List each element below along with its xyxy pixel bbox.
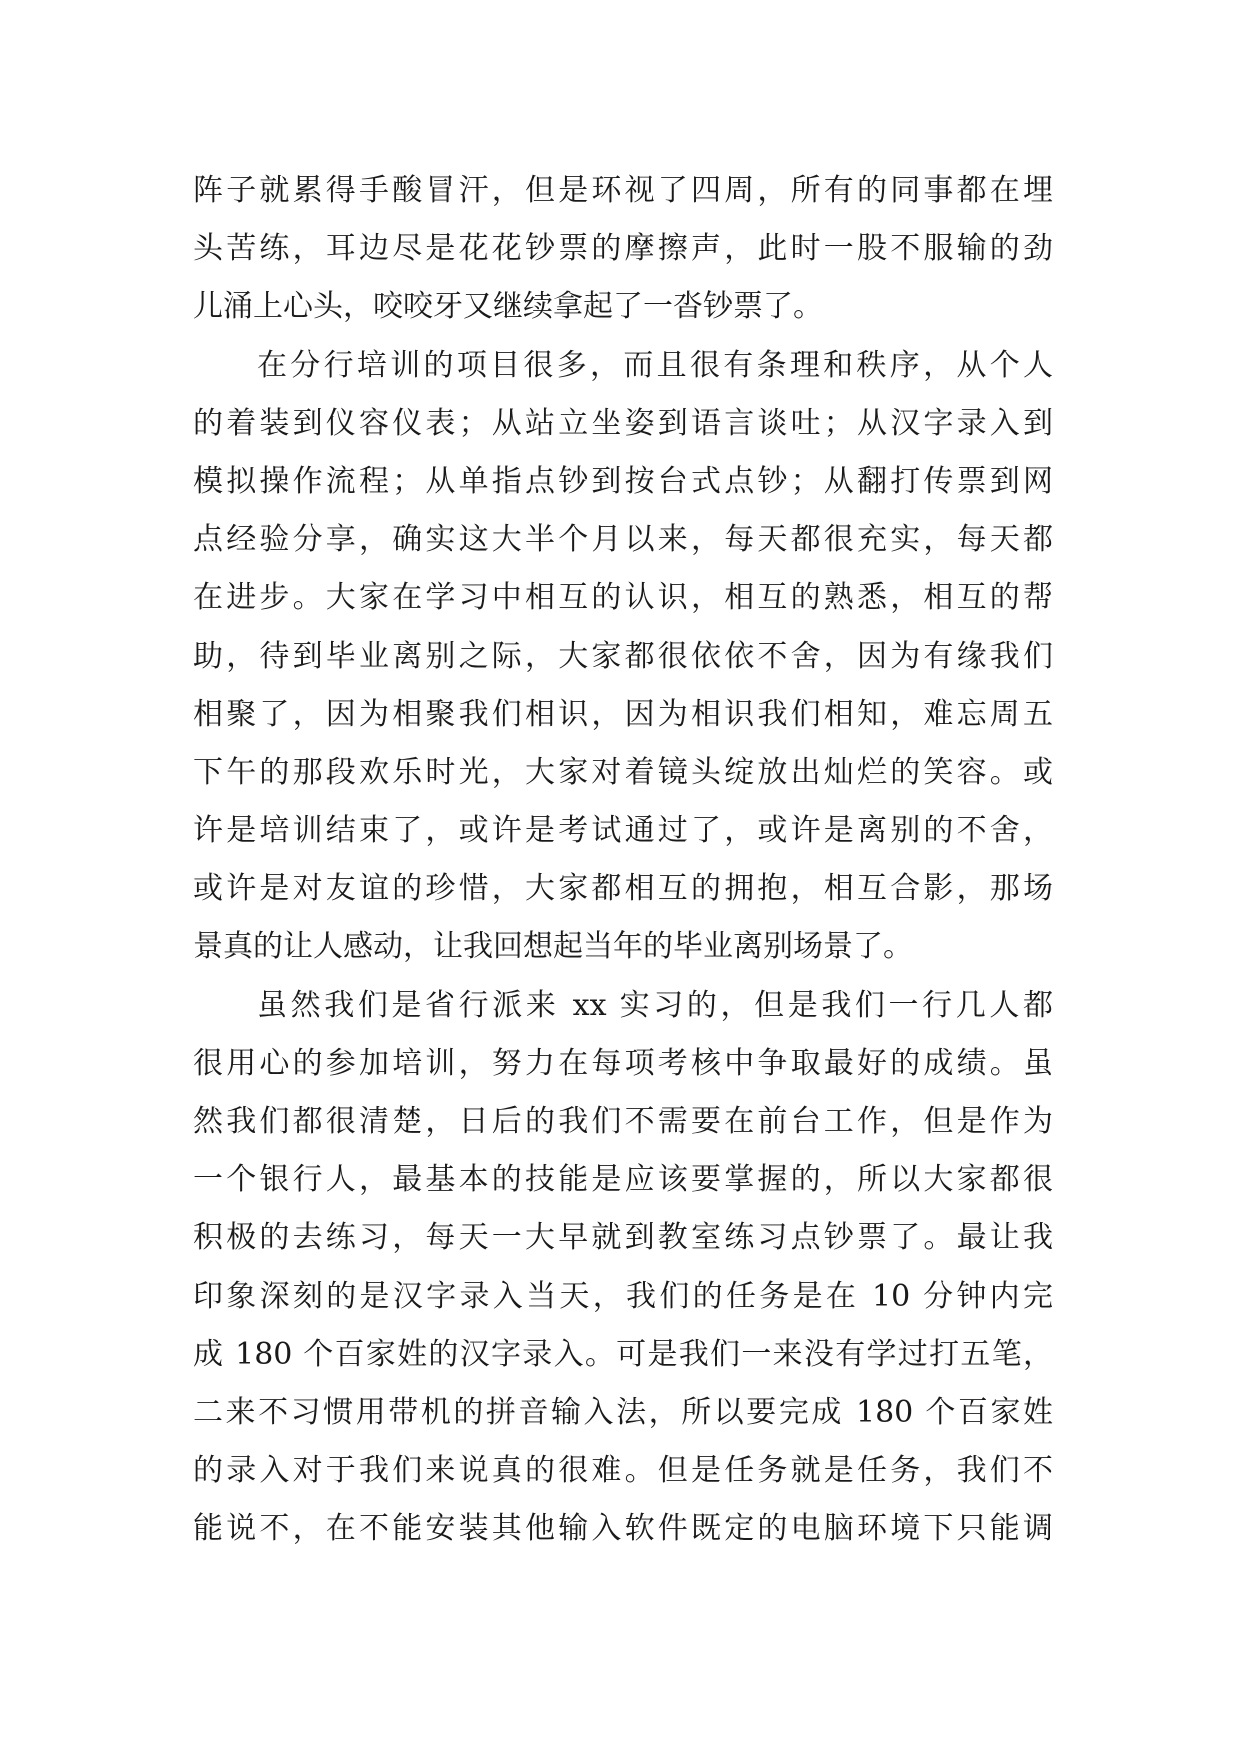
text-line: 很用心的参加培训，努力在每项考核中争取最好的成绩。虽	[193, 1045, 1053, 1081]
body-text	[193, 162, 1053, 1559]
text-line: 的着装到仪容仪表；从站立坐姿到语言谈吐；从汉字录入到	[193, 405, 1053, 441]
text-line: 虽然我们是省行派来 xx 实习的，但是我们一行几人都	[257, 987, 1053, 1023]
text-line: 或许是对友谊的珍惜，大家都相互的拥抱，相互合影，那场	[193, 871, 1053, 907]
text-line: 儿涌上心头，咬咬牙又继续拿起了一沓钞票了。	[193, 289, 823, 325]
text-line: 一个银行人，最基本的技能是应该要掌握的，所以大家都很	[193, 1162, 1053, 1198]
text-line: 头苦练，耳边尽是花花钞票的摩擦声，此时一股不服输的劲	[193, 231, 1053, 267]
text-line: 阵子就累得手酸冒汗，但是环视了四周，所有的同事都在埋	[193, 173, 1053, 208]
text-line: 印象深刻的是汉字录入当天，我们的任务是在 10 分钟内完	[193, 1278, 1053, 1314]
text-line: 在分行培训的项目很多，而且很有条理和秩序，从个人	[257, 347, 1053, 383]
text-line: 二来不习惯用带机的拼音输入法，所以要完成 180 个百家姓	[193, 1394, 1053, 1430]
text-line: 许是培训结束了，或许是考试通过了，或许是离别的不舍，	[193, 813, 1053, 849]
text-line: 积极的去练习，每天一大早就到教室练习点钞票了。最让我	[193, 1220, 1053, 1256]
text-line: 景真的让人感动，让我回想起当年的毕业离别场景了。	[193, 929, 913, 965]
text-line: 下午的那段欢乐时光，大家对着镜头绽放出灿烂的笑容。或	[193, 754, 1053, 790]
text-line: 模拟操作流程；从单指点钞到按台式点钞；从翻打传票到网	[193, 463, 1053, 499]
text-line: 相聚了，因为相聚我们相识，因为相识我们相知，难忘周五	[193, 696, 1053, 732]
text-line: 成 180 个百家姓的汉字录入。可是我们一来没有学过打五笔，	[193, 1336, 1053, 1372]
text-line: 助，待到毕业离别之际，大家都很依依不舍，因为有缘我们	[193, 638, 1053, 674]
text-line: 在进步。大家在学习中相互的认识，相互的熟悉，相互的帮	[193, 580, 1053, 616]
text-line: 的录入对于我们来说真的很难。但是任务就是任务，我们不	[193, 1453, 1053, 1489]
text-line: 点经验分享，确实这大半个月以来，每天都很充实，每天都	[193, 522, 1053, 558]
text-line: 能说不，在不能安装其他输入软件既定的电脑环境下只能调	[193, 1511, 1053, 1547]
text-line: 然我们都很清楚，日后的我们不需要在前台工作，但是作为	[193, 1104, 1053, 1139]
